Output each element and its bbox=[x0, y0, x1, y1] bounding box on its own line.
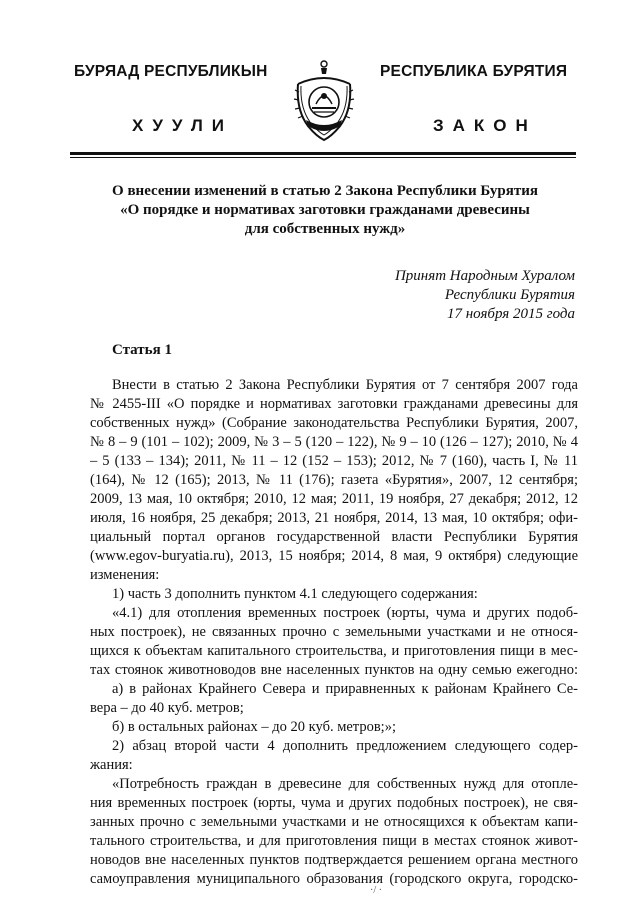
body-line: 2) абзац второй части 4 дополнить предложением следующего содер- bbox=[112, 738, 578, 754]
body-line: вера – до 40 куб. метров; bbox=[90, 700, 244, 716]
law-title-line: для собственных нужд» bbox=[244, 221, 406, 237]
law-title bbox=[90, 182, 560, 239]
adoption-note-line: Республики Бурятия bbox=[444, 287, 575, 303]
body-line: № 8 – 9 (101 – 102); 2009, № 3 – 5 (120 – 122), № 9 – 10 (126 – 127); 2010, № 4 bbox=[90, 434, 578, 450]
body-line: (www.egov-buryatia.ru), 2013, 15 ноября; 2014, 8 мая, 9 октября) следующие bbox=[90, 548, 578, 564]
law-title-line: «О порядке и нормативах заготовки гражданами древесины bbox=[120, 202, 530, 218]
body-line: жания: bbox=[90, 757, 133, 773]
header-left-title: БУРЯАД РЕСПУБЛИКЫН bbox=[74, 63, 268, 80]
header-right-subtitle: ЗАКОН bbox=[433, 116, 537, 135]
body-line: 1) часть 3 дополнить пунктом 4.1 следующего содержания: bbox=[112, 586, 478, 602]
adoption-note bbox=[395, 267, 575, 324]
body-line: (164), № 12 (165); 2013, № 11 (176); газета «Бурятия», 2007, 12 сентября; bbox=[90, 472, 578, 488]
body-line: тах стоянок животноводов вне населенных пунктов на одну семью ежегодно: bbox=[90, 662, 578, 678]
header-divider-thick bbox=[70, 152, 576, 155]
body-line: ния временных построек (юрты, чума и других подобных построек), не свя- bbox=[90, 795, 578, 811]
body-line: щихся к объектам капитального строительства, и приготовления пищи в мес- bbox=[90, 643, 578, 659]
body-line: 2009, 13 мая, 10 октября; 2010, 12 мая; 2011, 19 ноября, 27 декабря; 2012, 12 bbox=[90, 491, 578, 507]
body-line: «Потребность граждан в древесине для собственных нужд для отопле- bbox=[112, 776, 578, 792]
body-line: занных прочно с земельными участками и не относящихся к объектам капи- bbox=[90, 814, 578, 830]
page-footer-mark: ·/ · bbox=[370, 885, 382, 896]
header-divider-thin bbox=[70, 157, 576, 158]
article-body bbox=[90, 376, 578, 889]
body-line: «4.1) для отопления временных построек (юрты, чума и других подоб- bbox=[112, 605, 578, 621]
body-line: № 2455-III «О порядке и нормативах заготовки гражданами древесины для bbox=[90, 396, 578, 412]
body-line: б) в остальных районах – до 20 куб. метров;»; bbox=[112, 719, 396, 735]
body-line: циальный портал органов государственной власти Республики Бурятия bbox=[90, 529, 578, 545]
body-line: – 5 (133 – 134); 2011, № 11 – 12 (152 – 153); 2012, № 7 (160), часть I, № 11 bbox=[90, 453, 578, 469]
body-line: новодов вне населенных пунктов подтверждается решением органа местного bbox=[90, 852, 578, 868]
body-line: самоуправления муниципального образования (городского округа, городско- bbox=[90, 871, 578, 887]
law-title-line: О внесении изменений в статью 2 Закона Республики Бурятия bbox=[112, 183, 538, 199]
article-heading: Статья 1 bbox=[112, 342, 172, 358]
body-line: Внести в статью 2 Закона Республики Бурятия от 7 сентября 2007 года bbox=[112, 377, 578, 393]
body-line: изменения: bbox=[90, 567, 160, 583]
adoption-date: 17 ноября 2015 года bbox=[446, 306, 575, 322]
body-line: тального строительства, и для приготовления пищи в местах стоянок живот- bbox=[90, 833, 578, 849]
body-line: а) в районах Крайнего Севера и приравненных к районам Крайнего Се- bbox=[112, 681, 578, 697]
body-line: собственных нужд» (Собрание законодательства Республики Бурятия, 2007, bbox=[90, 415, 578, 431]
coat-of-arms-emblem-icon bbox=[290, 58, 358, 144]
body-line: ных построек), не связанных прочно с земельными участками и не относя- bbox=[90, 624, 578, 640]
adoption-note-line: Принят Народным Хуралом bbox=[394, 268, 575, 284]
body-line: июля, 16 ноября, 25 декабря; 2013, 21 ноября, 2014, 13 мая, 10 октября; офи- bbox=[90, 510, 578, 526]
header-right-title: РЕСПУБЛИКА БУРЯТИЯ bbox=[380, 63, 568, 80]
header-left-subtitle: ХУУЛИ bbox=[132, 116, 233, 135]
